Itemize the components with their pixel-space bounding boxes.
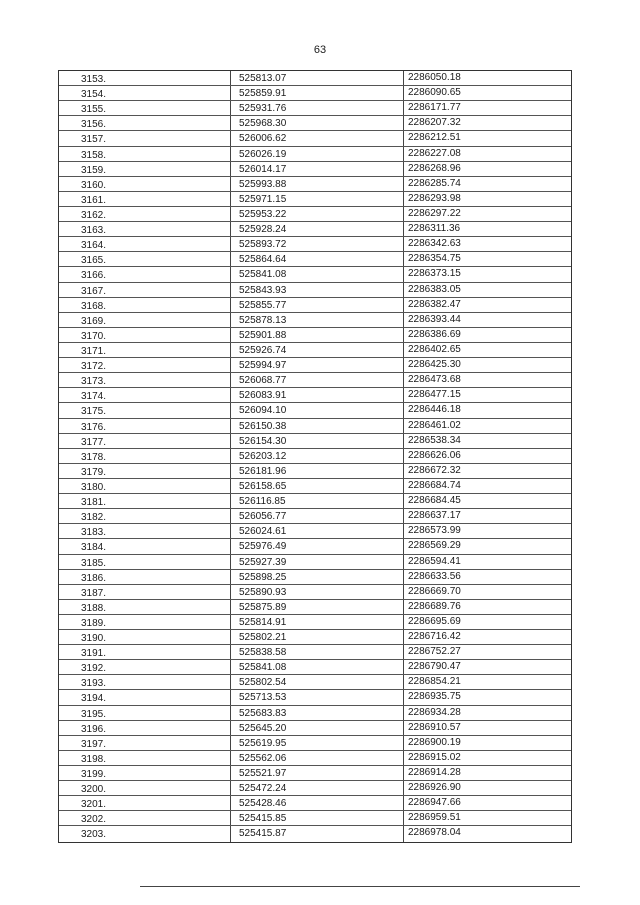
- northing-cell: 2286684.74: [408, 479, 461, 491]
- easting-cell: 525813.07: [231, 71, 404, 85]
- table-row: [59, 388, 571, 403]
- point-number-cell: 3155.: [59, 101, 231, 115]
- point-number-cell: 3188.: [59, 600, 231, 614]
- point-number-cell: 3173.: [59, 373, 231, 387]
- northing-cell: 2286227.08: [408, 147, 461, 159]
- point-number-cell: 3175.: [59, 403, 231, 417]
- northing-cell: 2286637.17: [408, 510, 461, 522]
- table-row: [59, 283, 571, 298]
- easting-cell: 525415.85: [231, 811, 404, 825]
- table-row: [59, 86, 571, 101]
- table-row: [59, 162, 571, 177]
- point-number-cell: 3169.: [59, 313, 231, 327]
- easting-cell: 525878.13: [231, 313, 404, 327]
- point-number-cell: 3168.: [59, 298, 231, 312]
- northing-cell: 2286695.69: [408, 615, 461, 627]
- easting-cell: 525953.22: [231, 207, 404, 221]
- northing-cell: 2286684.45: [408, 495, 461, 507]
- table-row: [59, 192, 571, 207]
- point-number-cell: 3201.: [59, 796, 231, 810]
- coordinate-table: [58, 70, 572, 843]
- northing-cell: 2286393.44: [408, 313, 461, 325]
- table-row: [59, 222, 571, 237]
- point-number-cell: 3189.: [59, 615, 231, 629]
- table-row: [59, 675, 571, 690]
- easting-cell: 525683.83: [231, 706, 404, 720]
- table-row: [59, 343, 571, 358]
- easting-cell: 525976.49: [231, 539, 404, 553]
- easting-cell: 525713.53: [231, 690, 404, 704]
- point-number-cell: 3174.: [59, 388, 231, 402]
- easting-cell: 526014.17: [231, 162, 404, 176]
- easting-cell: 525841.08: [231, 660, 404, 674]
- northing-cell: 2286342.63: [408, 238, 461, 250]
- table-row: [59, 570, 571, 585]
- northing-cell: 2286268.96: [408, 162, 461, 174]
- northing-cell: 2286935.75: [408, 691, 461, 703]
- point-number-cell: 3163.: [59, 222, 231, 236]
- table-row: [59, 298, 571, 313]
- easting-cell: 525926.74: [231, 343, 404, 357]
- easting-cell: 525928.24: [231, 222, 404, 236]
- table-row: [59, 524, 571, 539]
- easting-cell: 526094.10: [231, 403, 404, 417]
- northing-cell: 2286297.22: [408, 207, 461, 219]
- table-row: [59, 615, 571, 630]
- easting-cell: 526026.19: [231, 147, 404, 161]
- table-row: [59, 101, 571, 116]
- table-row: [59, 555, 571, 570]
- table-row: [59, 826, 571, 841]
- easting-cell: 525814.91: [231, 615, 404, 629]
- point-number-cell: 3176.: [59, 419, 231, 433]
- northing-cell: 2286790.47: [408, 661, 461, 673]
- easting-cell: 526024.61: [231, 524, 404, 538]
- table-row: [59, 403, 571, 418]
- table-row: [59, 328, 571, 343]
- point-number-cell: 3161.: [59, 192, 231, 206]
- point-number-cell: 3181.: [59, 494, 231, 508]
- table-row: [59, 267, 571, 282]
- easting-cell: 525838.58: [231, 645, 404, 659]
- point-number-cell: 3164.: [59, 237, 231, 251]
- northing-cell: 2286373.15: [408, 268, 461, 280]
- northing-cell: 2286311.36: [408, 223, 461, 235]
- point-number-cell: 3171.: [59, 343, 231, 357]
- table-row: [59, 207, 571, 222]
- page-number: 63: [313, 44, 327, 56]
- table-row: [59, 645, 571, 660]
- table-row: [59, 71, 571, 86]
- table-row: [59, 600, 571, 615]
- northing-cell: 2286473.68: [408, 374, 461, 386]
- easting-cell: 526203.12: [231, 449, 404, 463]
- point-number-cell: 3202.: [59, 811, 231, 825]
- easting-cell: 525864.64: [231, 252, 404, 266]
- northing-cell: 2286477.15: [408, 389, 461, 401]
- easting-cell: 525931.76: [231, 101, 404, 115]
- point-number-cell: 3183.: [59, 524, 231, 538]
- point-number-cell: 3192.: [59, 660, 231, 674]
- easting-cell: 525927.39: [231, 555, 404, 569]
- easting-cell: 525971.15: [231, 192, 404, 206]
- northing-cell: 2286926.90: [408, 782, 461, 794]
- northing-cell: 2286538.34: [408, 434, 461, 446]
- northing-cell: 2286947.66: [408, 797, 461, 809]
- northing-cell: 2286934.28: [408, 706, 461, 718]
- northing-cell: 2286626.06: [408, 449, 461, 461]
- northing-cell: 2286689.76: [408, 600, 461, 612]
- northing-cell: 2286915.02: [408, 751, 461, 763]
- northing-cell: 2286402.65: [408, 343, 461, 355]
- northing-cell: 2286212.51: [408, 132, 461, 144]
- northing-cell: 2286354.75: [408, 253, 461, 265]
- point-number-cell: 3194.: [59, 690, 231, 704]
- easting-cell: 526154.30: [231, 434, 404, 448]
- easting-cell: 525901.88: [231, 328, 404, 342]
- easting-cell: 525645.20: [231, 721, 404, 735]
- easting-cell: 525472.24: [231, 781, 404, 795]
- northing-cell: 2286285.74: [408, 177, 461, 189]
- point-number-cell: 3190.: [59, 630, 231, 644]
- northing-cell: 2286573.99: [408, 525, 461, 537]
- northing-cell: 2286959.51: [408, 812, 461, 824]
- point-number-cell: 3184.: [59, 539, 231, 553]
- point-number-cell: 3193.: [59, 675, 231, 689]
- northing-cell: 2286752.27: [408, 646, 461, 658]
- point-number-cell: 3196.: [59, 721, 231, 735]
- northing-cell: 2286900.19: [408, 736, 461, 748]
- northing-cell: 2286293.98: [408, 192, 461, 204]
- northing-cell: 2286569.29: [408, 540, 461, 552]
- table-row: [59, 494, 571, 509]
- point-number-cell: 3200.: [59, 781, 231, 795]
- northing-cell: 2286914.28: [408, 767, 461, 779]
- northing-cell: 2286910.57: [408, 721, 461, 733]
- northing-cell: 2286050.18: [408, 72, 461, 83]
- table-row: [59, 509, 571, 524]
- point-number-cell: 3195.: [59, 706, 231, 720]
- point-number-cell: 3180.: [59, 479, 231, 493]
- easting-cell: 526056.77: [231, 509, 404, 523]
- easting-cell: 526083.91: [231, 388, 404, 402]
- table-row: [59, 434, 571, 449]
- table-row: [59, 373, 571, 388]
- easting-cell: 525843.93: [231, 283, 404, 297]
- northing-cell: 2286461.02: [408, 419, 461, 431]
- northing-cell: 2286716.42: [408, 631, 461, 643]
- point-number-cell: 3170.: [59, 328, 231, 342]
- point-number-cell: 3177.: [59, 434, 231, 448]
- easting-cell: 526181.96: [231, 464, 404, 478]
- point-number-cell: 3159.: [59, 162, 231, 176]
- table-row: [59, 706, 571, 721]
- point-number-cell: 3186.: [59, 570, 231, 584]
- table-row: [59, 630, 571, 645]
- northing-cell: 2286854.21: [408, 676, 461, 688]
- point-number-cell: 3166.: [59, 267, 231, 281]
- table-row: [59, 147, 571, 162]
- point-number-cell: 3179.: [59, 464, 231, 478]
- point-number-cell: 3198.: [59, 751, 231, 765]
- northing-cell: 2286425.30: [408, 359, 461, 371]
- easting-cell: 526150.38: [231, 419, 404, 433]
- point-number-cell: 3197.: [59, 736, 231, 750]
- easting-cell: 525802.54: [231, 675, 404, 689]
- northing-cell: 2286594.41: [408, 555, 461, 567]
- northing-cell: 2286171.77: [408, 102, 461, 114]
- easting-cell: 525994.97: [231, 358, 404, 372]
- table-row: [59, 660, 571, 675]
- easting-cell: 525859.91: [231, 86, 404, 100]
- point-number-cell: 3185.: [59, 555, 231, 569]
- northing-cell: 2286382.47: [408, 298, 461, 310]
- northing-cell: 2286633.56: [408, 570, 461, 582]
- northing-cell: 2286090.65: [408, 87, 461, 99]
- easting-cell: 525890.93: [231, 585, 404, 599]
- point-number-cell: 3187.: [59, 585, 231, 599]
- table-row: [59, 766, 571, 781]
- table-row: [59, 237, 571, 252]
- table-row: [59, 313, 571, 328]
- table-row: [59, 751, 571, 766]
- point-number-cell: 3199.: [59, 766, 231, 780]
- northing-cell: 2286978.04: [408, 827, 461, 839]
- footer-rule: [140, 886, 580, 887]
- easting-cell: 525875.89: [231, 600, 404, 614]
- easting-cell: 525898.25: [231, 570, 404, 584]
- easting-cell: 525893.72: [231, 237, 404, 251]
- table-row: [59, 736, 571, 751]
- table-row: [59, 252, 571, 267]
- easting-cell: 525968.30: [231, 116, 404, 130]
- easting-cell: 525619.95: [231, 736, 404, 750]
- table-row: [59, 449, 571, 464]
- point-number-cell: 3160.: [59, 177, 231, 191]
- table-row: [59, 464, 571, 479]
- table-row: [59, 419, 571, 434]
- point-number-cell: 3156.: [59, 116, 231, 130]
- easting-cell: 525993.88: [231, 177, 404, 191]
- point-number-cell: 3182.: [59, 509, 231, 523]
- table-row: [59, 781, 571, 796]
- northing-cell: 2286669.70: [408, 585, 461, 597]
- table-row: [59, 131, 571, 146]
- easting-cell: 525841.08: [231, 267, 404, 281]
- point-number-cell: 3203.: [59, 826, 231, 841]
- point-number-cell: 3172.: [59, 358, 231, 372]
- northing-cell: 2286672.32: [408, 464, 461, 476]
- table-row: [59, 177, 571, 192]
- table-row: [59, 690, 571, 705]
- easting-cell: 526068.77: [231, 373, 404, 387]
- easting-cell: 526116.85: [231, 494, 404, 508]
- easting-cell: 525415.87: [231, 826, 404, 841]
- northing-cell: 2286383.05: [408, 283, 461, 295]
- easting-cell: 526158.65: [231, 479, 404, 493]
- northing-cell: 2286446.18: [408, 404, 461, 416]
- point-number-cell: 3157.: [59, 131, 231, 145]
- point-number-cell: 3158.: [59, 147, 231, 161]
- table-row: [59, 479, 571, 494]
- easting-cell: 525428.46: [231, 796, 404, 810]
- point-number-cell: 3167.: [59, 283, 231, 297]
- table-row: [59, 721, 571, 736]
- northing-cell: 2286386.69: [408, 328, 461, 340]
- point-number-cell: 3154.: [59, 86, 231, 100]
- easting-cell: 525521.97: [231, 766, 404, 780]
- point-number-cell: 3178.: [59, 449, 231, 463]
- easting-cell: 526006.62: [231, 131, 404, 145]
- table-row: [59, 585, 571, 600]
- table-row: [59, 358, 571, 373]
- table-row: [59, 116, 571, 131]
- point-number-cell: 3191.: [59, 645, 231, 659]
- table-row: [59, 539, 571, 554]
- table-row: [59, 796, 571, 811]
- point-number-cell: 3165.: [59, 252, 231, 266]
- point-number-cell: 3162.: [59, 207, 231, 221]
- northing-cell: 2286207.32: [408, 117, 461, 129]
- easting-cell: 525855.77: [231, 298, 404, 312]
- table-row: [59, 811, 571, 826]
- easting-cell: 525562.06: [231, 751, 404, 765]
- point-number-cell: 3153.: [59, 71, 231, 85]
- easting-cell: 525802.21: [231, 630, 404, 644]
